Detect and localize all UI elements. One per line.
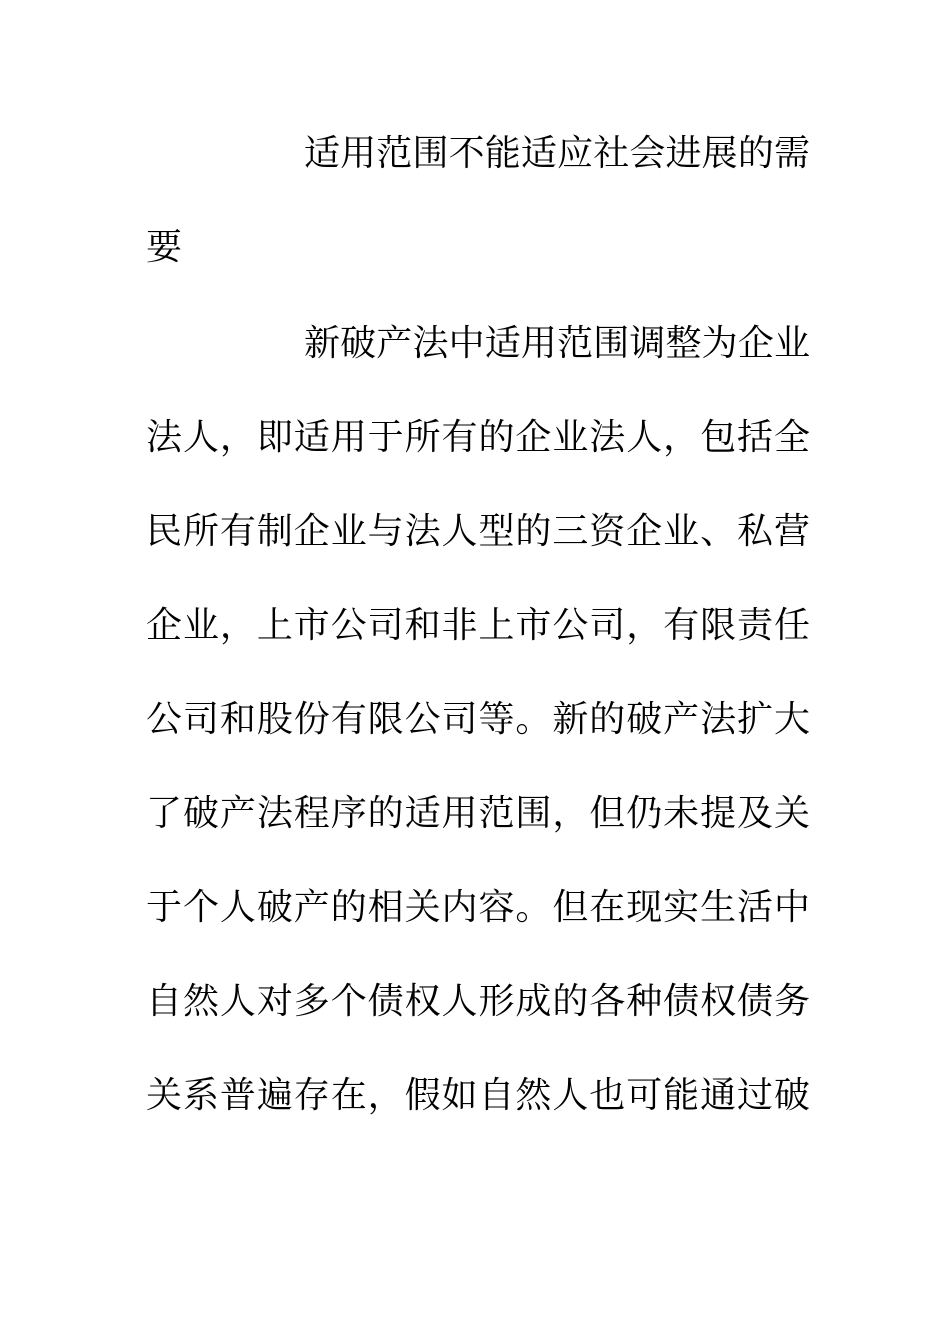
body-line-9: 关系普遍存在，假如自然人也可能通过破 bbox=[146, 1075, 810, 1116]
body-line-6: 了破产法程序的适用范围，但仍未提及关 bbox=[146, 793, 810, 834]
body-line-5: 公司和股份有限公司等。新的破产法扩大 bbox=[146, 699, 810, 740]
body-line-3: 民所有制企业与法人型的三资企业、私营 bbox=[146, 511, 810, 552]
body-line-2: 法人，即适用于所有的企业法人，包括全 bbox=[146, 417, 810, 458]
heading-line-2: 要 bbox=[146, 227, 183, 268]
heading-line-1: 适用范围不能适应社会进展的需 bbox=[304, 133, 810, 174]
body-paragraph bbox=[146, 297, 810, 1143]
body-line-1: 新破产法中适用范围调整为企业 bbox=[304, 323, 810, 364]
body-line-7: 于个人破产的相关内容。但在现实生活中 bbox=[146, 887, 810, 928]
body-line-8: 自然人对多个债权人形成的各种债权债务 bbox=[146, 981, 810, 1022]
body-line-4: 企业，上市公司和非上市公司，有限责任 bbox=[146, 605, 810, 646]
heading-paragraph bbox=[146, 107, 810, 295]
